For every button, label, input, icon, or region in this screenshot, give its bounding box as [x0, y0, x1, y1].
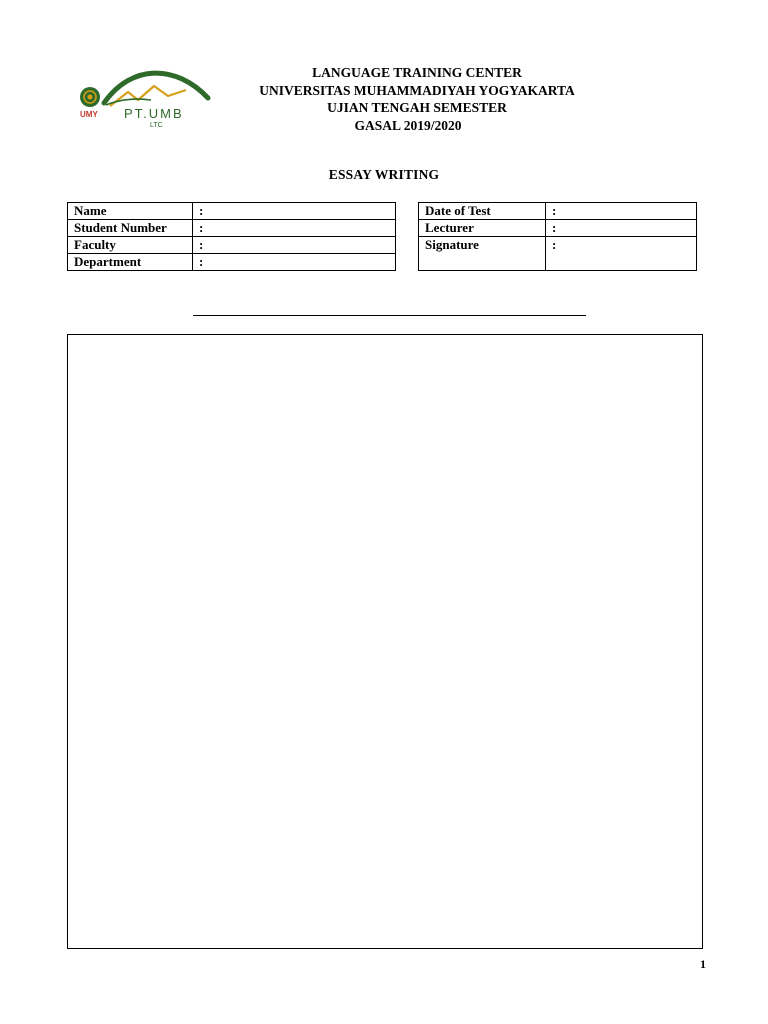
logo-graphic [76, 66, 216, 136]
logo-left-text: UMY [80, 110, 98, 119]
essay-title-line[interactable] [193, 315, 586, 316]
table-row [68, 203, 396, 220]
date-of-test-label: Date of Test [419, 203, 546, 220]
page-number: 1 [700, 957, 706, 971]
table-row [68, 220, 396, 237]
logo-mountain-icon [110, 86, 186, 106]
name-field[interactable]: : [193, 203, 396, 220]
test-info-table [418, 202, 697, 271]
date-of-test-field[interactable]: : [546, 203, 697, 220]
table-row [419, 237, 697, 271]
essay-title: ESSAY WRITING [328, 167, 440, 182]
signature-field[interactable]: : [546, 237, 697, 271]
signature-label: Signature [419, 237, 546, 271]
document-header [232, 64, 602, 134]
lecturer-label: Lecturer [419, 220, 546, 237]
header-line-3: UJIAN TENGAH SEMESTER [327, 100, 507, 115]
table-row [68, 237, 396, 254]
pt-umb-logo [76, 66, 216, 136]
faculty-label: Faculty [68, 237, 193, 254]
lecturer-field[interactable]: : [546, 220, 697, 237]
student-number-label: Student Number [68, 220, 193, 237]
student-info-table [67, 202, 396, 271]
department-label: Department [68, 254, 193, 271]
table-row [68, 254, 396, 271]
logo-main-text: PT.UMB [124, 106, 184, 121]
header-line-2: UNIVERSITAS MUHAMMADIYAH YOGYAKARTA [259, 82, 575, 98]
name-label: Name [68, 203, 193, 220]
header-line-4: GASAL 2019/2020 [354, 117, 462, 133]
essay-answer-box[interactable] [67, 334, 703, 949]
logo-sub-text: LTC [150, 122, 163, 129]
department-field[interactable]: : [193, 254, 396, 271]
header-line-1: LANGUAGE TRAINING CENTER [312, 65, 522, 80]
student-number-field[interactable]: : [193, 220, 396, 237]
table-row [419, 203, 697, 220]
table-row [419, 220, 697, 237]
faculty-field[interactable]: : [193, 237, 396, 254]
